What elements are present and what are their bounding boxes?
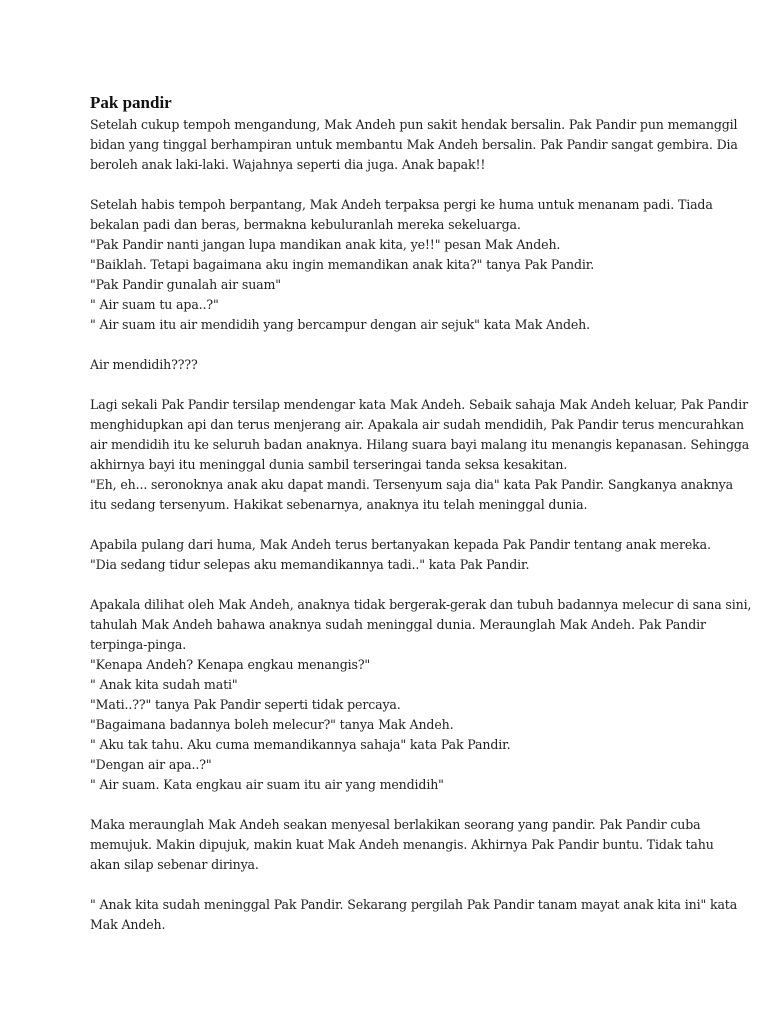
text-line: "Dengan air apa..?" bbox=[90, 757, 212, 772]
text-line: " Anak kita sudah mati" bbox=[90, 677, 238, 692]
text-line: akhirnya bayi itu meninggal dunia sambil terseringai tanda seksa kesakitan. bbox=[90, 457, 568, 472]
text-line: menghidupkan api dan terus menjerang air. Apakala air sudah mendidih, Pak Pandir terus mencurahkan bbox=[90, 417, 744, 432]
text-line: Apabila pulang dari huma, Mak Andeh terus bertanyakan kepada Pak Pandir tentang anak mereka. bbox=[90, 537, 711, 552]
text-line: "Dia sedang tidur selepas aku memandikannya tadi.." kata Pak Pandir. bbox=[90, 557, 530, 572]
text-line: Apakala dilihat oleh Mak Andeh, anaknya tidak bergerak-gerak dan tubuh badannya melecur di sana sini, bbox=[90, 597, 752, 612]
text-line: Mak Andeh. bbox=[90, 917, 166, 932]
text-line: air mendidih itu ke seluruh badan anaknya. Hilang suara bayi malang itu menangis kepanasan. Sehingga bbox=[90, 437, 750, 452]
text-line: terpinga-pinga. bbox=[90, 637, 187, 652]
text-line: akan silap sebenar dirinya. bbox=[90, 857, 259, 872]
text-line: bidan yang tinggal berhampiran untuk membantu Mak Andeh bersalin. Pak Pandir sangat gembira. Dia bbox=[90, 137, 738, 152]
text-line: "Bagaimana badannya boleh melecur?" tanya Mak Andeh. bbox=[90, 717, 454, 732]
text-line: "Pak Pandir nanti jangan lupa mandikan anak kita, ye!!" pesan Mak Andeh. bbox=[90, 237, 561, 252]
document-page bbox=[90, 92, 752, 955]
text-line: " Air suam itu air mendidih yang bercampur dengan air sejuk" kata Mak Andeh. bbox=[90, 317, 590, 332]
document-body bbox=[90, 115, 752, 935]
paragraph bbox=[90, 115, 738, 175]
text-line: beroleh anak laki-laki. Wajahnya seperti dia juga. Anak bapak!! bbox=[90, 157, 486, 172]
paragraph bbox=[90, 195, 713, 335]
text-line: Air mendidih???? bbox=[90, 357, 198, 372]
text-line: " Air suam tu apa..?" bbox=[90, 297, 219, 312]
text-line: " Anak kita sudah meninggal Pak Pandir. Sekarang pergilah Pak Pandir tanam mayat anak kita ini" kata bbox=[90, 897, 738, 912]
text-line: " Aku tak tahu. Aku cuma memandikannya sahaja" kata Pak Pandir. bbox=[90, 737, 511, 752]
paragraph bbox=[90, 535, 710, 575]
document-title: Pak pandir bbox=[90, 93, 172, 112]
paragraph bbox=[90, 895, 738, 935]
text-line: itu sedang tersenyum. Hakikat sebenarnya, anaknya itu telah meninggal dunia. bbox=[90, 497, 588, 512]
text-line: Maka meraunglah Mak Andeh seakan menyesal berlakikan seorang yang pandir. Pak Pandir cuba bbox=[90, 817, 701, 832]
paragraph bbox=[90, 395, 750, 515]
text-line: Setelah habis tempoh berpantang, Mak Andeh terpaksa pergi ke huma untuk menanam padi. Tiada bbox=[90, 197, 713, 212]
text-line: memujuk. Makin dipujuk, makin kuat Mak Andeh menangis. Akhirnya Pak Pandir buntu. Tidak tahu bbox=[90, 837, 714, 852]
text-line: "Pak Pandir gunalah air suam" bbox=[90, 277, 281, 292]
text-line: "Mati..??" tanya Pak Pandir seperti tidak percaya. bbox=[90, 697, 401, 712]
paragraph bbox=[90, 815, 714, 875]
text-line: "Eh, eh... seronoknya anak aku dapat mandi. Tersenyum saja dia" kata Pak Pandir. Sangkanya anaknya bbox=[90, 477, 734, 492]
text-line: tahulah Mak Andeh bahawa anaknya sudah meninggal dunia. Meraunglah Mak Andeh. Pak Pandir bbox=[90, 617, 706, 632]
text-line: Lagi sekali Pak Pandir tersilap mendengar kata Mak Andeh. Sebaik sahaja Mak Andeh keluar, Pak Pandir bbox=[90, 397, 748, 412]
paragraph bbox=[90, 595, 752, 795]
text-line: bekalan padi dan beras, bermakna kebuluranlah mereka sekeluarga. bbox=[90, 217, 521, 232]
text-line: "Kenapa Andeh? Kenapa engkau menangis?" bbox=[90, 657, 371, 672]
text-line: Setelah cukup tempoh mengandung, Mak Andeh pun sakit hendak bersalin. Pak Pandir pun memanggil bbox=[90, 117, 738, 132]
paragraph bbox=[90, 355, 710, 375]
text-line: "Baiklah. Tetapi bagaimana aku ingin memandikan anak kita?" tanya Pak Pandir. bbox=[90, 257, 595, 272]
text-line: " Air suam. Kata engkau air suam itu air yang mendidih" bbox=[90, 777, 444, 792]
